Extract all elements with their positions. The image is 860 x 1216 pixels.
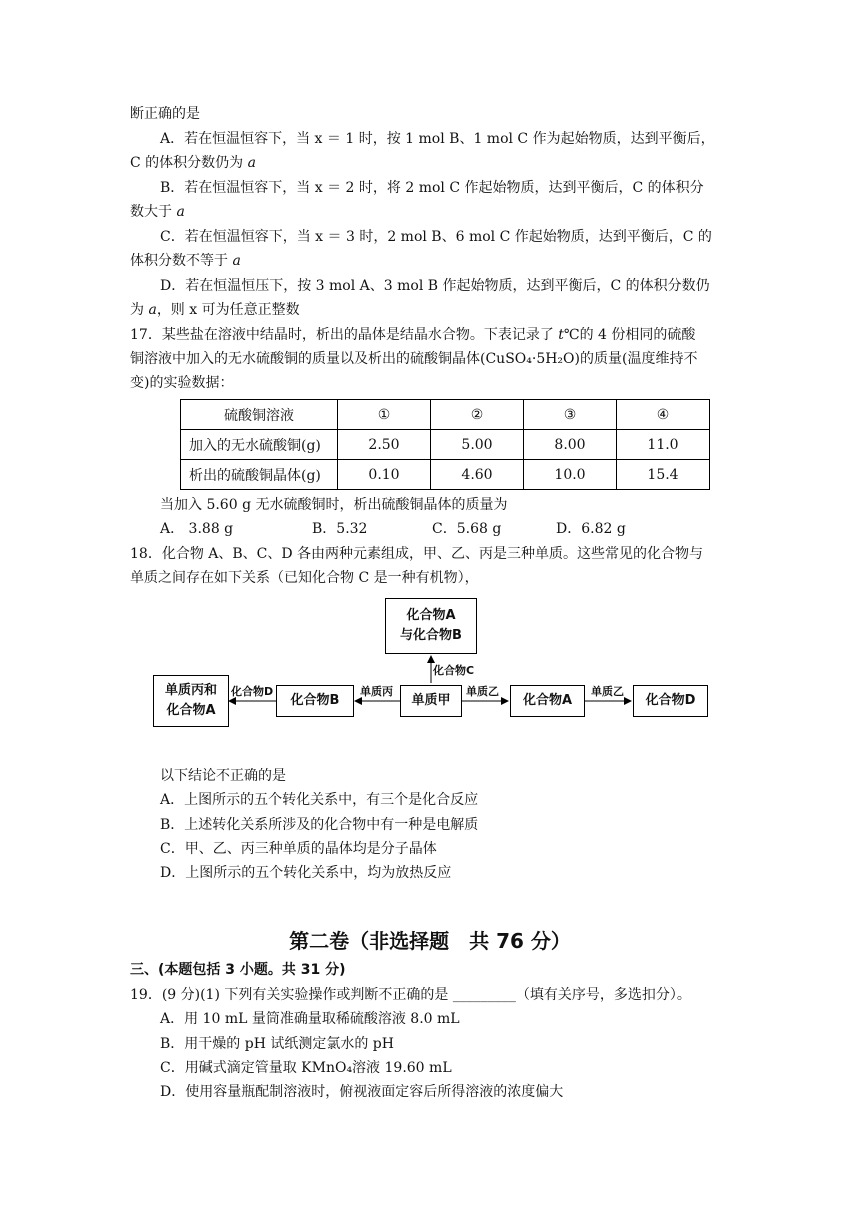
part2-title: 第二卷（非选择题 共 76 分）: [289, 929, 571, 953]
label-compound-d-left: 化合物D: [231, 685, 274, 698]
q19-line: 19．(9 分)(1) 下列有关实验操作或判断不正确的是 _________（填有关序号，多选扣分）。: [130, 987, 691, 1003]
q18-line2: 单质之间存在如下关系（已知化合物 C 是一种有机物），: [130, 570, 479, 586]
q18-line1: 18．化合物 A、B、C、D 各由两种元素组成，甲、乙、丙是三种单质。这些常见的化合物与: [130, 546, 704, 562]
q16-option-a-line2: C 的体积分数仍为 a: [130, 155, 256, 171]
table-cell: ③: [524, 400, 617, 430]
box-compound-b: 化合物B: [276, 685, 354, 717]
table-cell: 0.10: [338, 460, 431, 490]
q19-option-d: D．使用容量瓶配制溶液时，俯视液面定容后所得溶液的浓度偏大: [160, 1084, 564, 1100]
q17-option-a: A． 3.88 g: [160, 521, 234, 537]
q18-option-a: A．上图所示的五个转化关系中，有三个是化合反应: [160, 792, 479, 808]
table-cell: 5.00: [431, 430, 524, 460]
q16-intro-tail: 断正确的是: [130, 106, 200, 122]
table-cell: ②: [431, 400, 524, 430]
box-compound-a: 化合物A: [510, 685, 585, 717]
q18-option-b: B．上述转化关系所涉及的化合物中有一种是电解质: [160, 817, 479, 833]
table-cell: 硫酸铜溶液: [181, 400, 338, 430]
q16-option-b-line1: B．若在恒温恒容下，当 x ＝ 2 时，将 2 mol C 作起始物质，达到平衡后，C 的体积分: [160, 180, 704, 196]
q19-option-a: A．用 10 mL 量筒准确量取稀硫酸溶液 8.0 mL: [160, 1011, 460, 1027]
q17-option-c: C．5.68 g: [432, 521, 502, 537]
box-compound-d: 化合物D: [633, 685, 708, 717]
q17-question: 当加入 5.60 g 无水硫酸铜时，析出硫酸铜晶体的质量为: [160, 497, 508, 513]
q17-option-b: B．5.32: [312, 521, 368, 537]
table-cell: 15.4: [617, 460, 710, 490]
q19-option-c: C．用碱式滴定管量取 KMnO₄溶液 19.60 mL: [160, 1060, 452, 1076]
table-cell: 2.50: [338, 430, 431, 460]
q17-option-d: D．6.82 g: [556, 521, 626, 537]
table-cell: 4.60: [431, 460, 524, 490]
section-three-heading: 三、(本题包括 3 小题。共 31 分): [130, 962, 346, 978]
table-cell: 11.0: [617, 430, 710, 460]
box-element-jia: 单质甲: [400, 685, 462, 717]
q17-line3: 变)的实验数据：: [130, 375, 234, 391]
table-cell: 10.0: [524, 460, 617, 490]
q18-prompt: 以下结论不正确的是: [160, 768, 286, 784]
q18-option-d: D．上图所示的五个转化关系中，均为放热反应: [160, 865, 452, 881]
q16-option-d-line2: 为 a，则 x 可为任意正整数: [130, 302, 300, 318]
box-text: 与化合物B: [400, 628, 462, 643]
label-compound-c: 化合物C: [433, 664, 475, 677]
q16-option-a-line1: A．若在恒温恒容下，当 x ＝ 1 时，按 1 mol B、1 mol C 作为起始物质，达到平衡后，: [160, 131, 715, 147]
q16-option-b-line2: 数大于 a: [130, 204, 185, 220]
label-element-bing: 单质丙: [360, 685, 393, 698]
q17-line2: 铜溶液中加入的无水硫酸铜的质量以及析出的硫酸铜晶体(CuSO₄·5H₂O)的质量(温度维持不: [130, 351, 698, 367]
q16-option-d-line1: D．若在恒温恒压下，按 3 mol A、3 mol B 作起始物质，达到平衡后，C 的体积分数仍: [160, 278, 710, 294]
table-cell: ①: [338, 400, 431, 430]
box-text: 化合物A: [406, 608, 456, 623]
box-text: 单质丙和: [164, 683, 217, 698]
table-cell: ④: [617, 400, 710, 430]
label-element-yi-2: 单质乙: [591, 685, 624, 698]
box-text: 化合物A: [166, 703, 216, 718]
table-cell: 8.00: [524, 430, 617, 460]
box-compound-a-and-b: [385, 598, 477, 654]
q17-line1: 17．某些盐在溶液中结晶时，析出的晶体是结晶水合物。下表记录了 t℃的 4 份相同的硫酸: [130, 327, 696, 343]
table-cell: 加入的无水硫酸铜(g): [181, 430, 338, 460]
table-cell: 析出的硫酸铜晶体(g): [181, 460, 338, 490]
label-element-yi-1: 单质乙: [466, 685, 499, 698]
q19-option-b: B．用干燥的 pH 试纸测定氯水的 pH: [160, 1036, 394, 1052]
box-element-bing-and-compound-a: [153, 675, 229, 727]
q16-option-c-line1: C．若在恒温恒容下，当 x ＝ 3 时，2 mol B、6 mol C 作起始物质，达到平衡后，C 的: [160, 229, 712, 245]
q18-option-c: C．甲、乙、丙三种单质的晶体均是分子晶体: [160, 841, 437, 857]
q16-option-c-line2: 体积分数不等于 a: [130, 253, 241, 269]
